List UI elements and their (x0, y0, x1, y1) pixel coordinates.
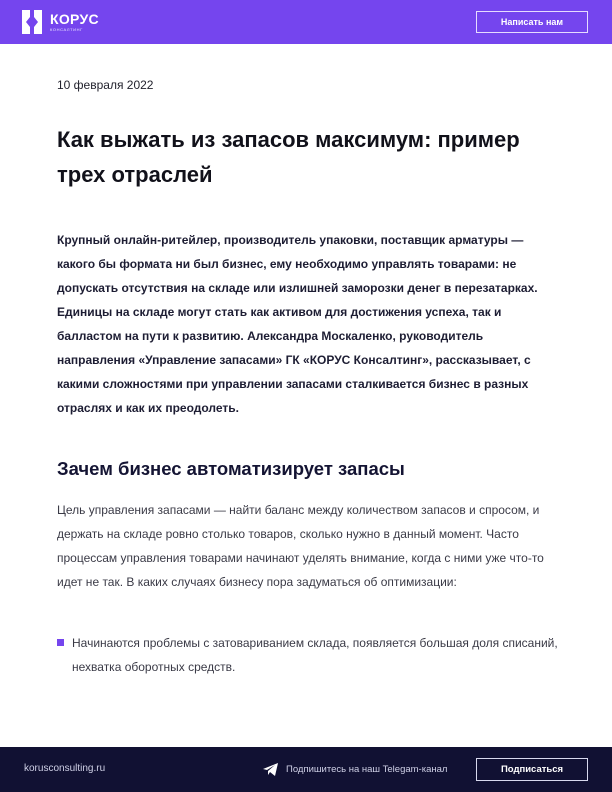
logo-text (50, 12, 99, 32)
logo-name: КОРУС (50, 11, 99, 27)
write-us-button[interactable]: Написать нам (476, 11, 588, 33)
site-header (0, 0, 612, 44)
site-footer (0, 747, 612, 792)
subscribe-button[interactable]: Подписаться (476, 758, 588, 781)
korus-logo[interactable] (22, 10, 99, 34)
article-title: Как выжать из запасов максимум: пример трех отраслей (57, 127, 520, 187)
logo-subtitle: КОНСАЛТИНГ (50, 27, 83, 32)
list-item (57, 631, 562, 679)
telegram-promo (263, 763, 447, 776)
section-paragraph: Цель управления запасами — найти баланс между количеством запасов и спросом, и держать на складе ровно столько товаров, сколько нужно в данный момент. Часто процессам управления товарами начинают уделять внимание, когда с ними уже что-то идет не так. В каких случаях бизнесу пора задуматься об оптимизации: (57, 503, 544, 589)
section-heading: Зачем бизнес автоматизирует запасы (57, 458, 405, 479)
telegram-text: Подпишитесь на наш Telegam-канал (286, 764, 448, 775)
list-item-text: Начинаются проблемы с затовариванием склада, появляется большая доля списаний, нехватка оборотных средств. (72, 636, 558, 674)
telegram-icon (263, 763, 278, 776)
article-lead: Крупный онлайн-ритейлер, производитель упаковки, поставщик арматуры — какого бы формата ни был бизнес, ему необходимо управлять товарами: не допускать отсутствия на складе или излишней заморозки денег в перезатарках. Единицы на складе могут стать как активом для достижения успеха, так и балластом на пути к развитию. Александра Москаленко, руководитель направления «Управление запасами» ГК «КОРУС Консалтинг», рассказывает, с какими сложностями при управлении запасами сталкивается бизнес в разных отраслях и как их преодолеть. (57, 233, 538, 415)
site-link[interactable]: korusconsulting.ru (24, 763, 106, 774)
square-bullet-icon (57, 639, 64, 646)
article-date: 10 февраля 2022 (57, 78, 154, 92)
korus-logo-mark-icon (22, 10, 44, 34)
bullet-list (57, 631, 562, 679)
